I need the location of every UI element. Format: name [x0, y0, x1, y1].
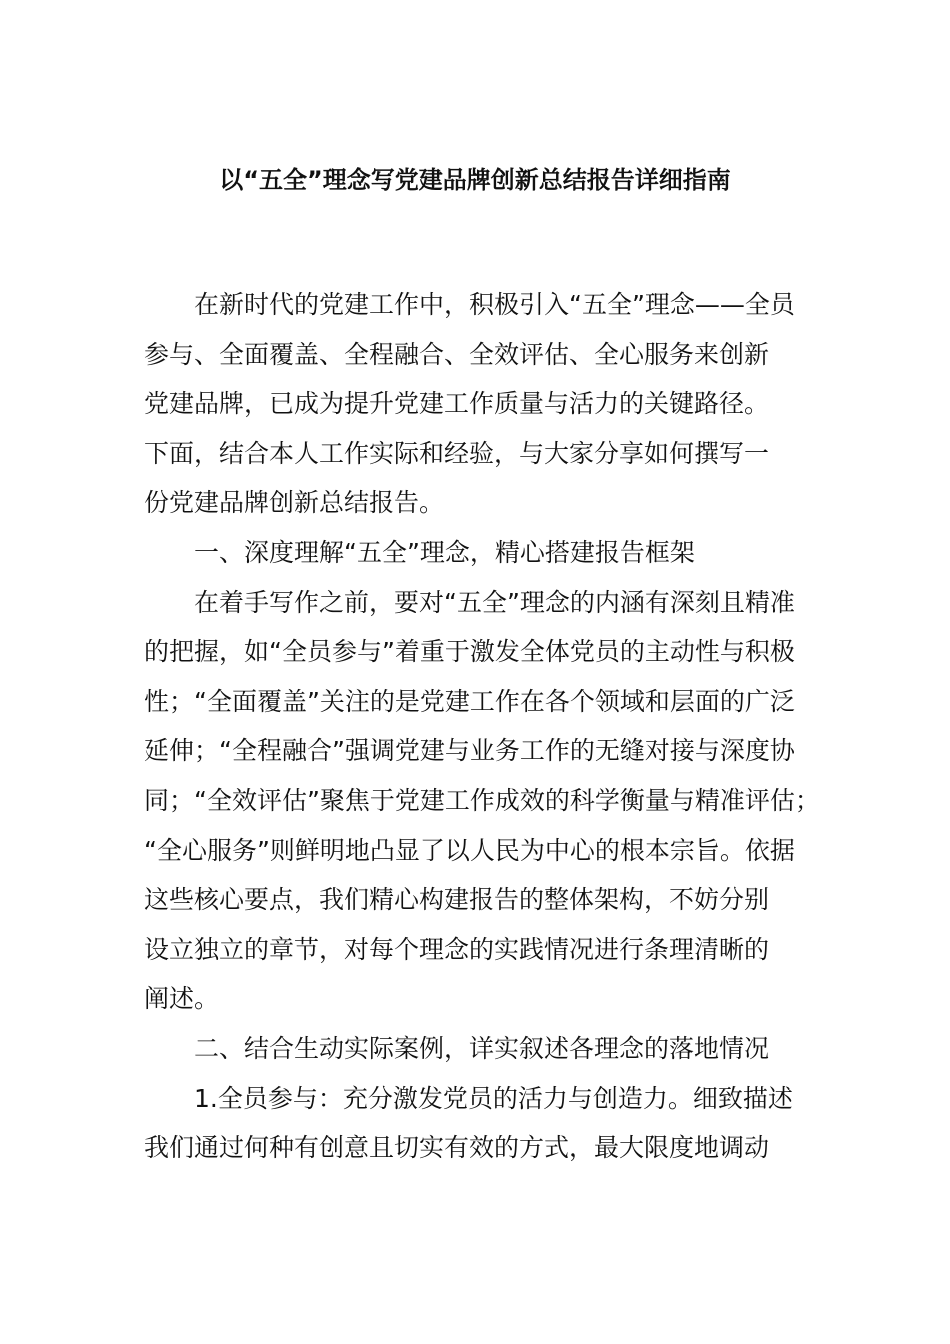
text-line: 1.全员参与：充分激发党员的活力与创造力。细致描述	[194, 1083, 793, 1113]
text-line: 同；“全效评估”聚焦于党建工作成效的科学衡量与精准评估；	[144, 785, 820, 815]
text-line: 这些核心要点，我们精心构建报告的整体架构，不妨分别	[144, 885, 770, 915]
text-line: 份党建品牌创新总结报告。	[144, 488, 445, 518]
document-body	[144, 280, 820, 1173]
document-title: 以“五全”理念写党建品牌创新总结报告详细指南	[219, 166, 731, 194]
text-line: 在着手写作之前，要对“五全”理念的内涵有深刻且精准	[194, 587, 795, 617]
text-line: 性；“全面覆盖”关注的是党建工作在各个领域和层面的广泛	[144, 686, 795, 716]
text-line: 二、结合生动实际案例，详实叙述各理念的落地情况	[194, 1033, 770, 1063]
text-line: 下面，结合本人工作实际和经验，与大家分享如何撰写一	[144, 438, 770, 468]
text-line: 在新时代的党建工作中，积极引入“五全”理念——全员	[194, 290, 795, 319]
text-line: 我们通过何种有创意且切实有效的方式，最大限度地调动	[144, 1133, 770, 1163]
text-line: 延伸；“全程融合”强调党建与业务工作的无缝对接与深度协	[144, 736, 795, 766]
text-line: 参与、全面覆盖、全程融合、全效评估、全心服务来创新	[144, 339, 770, 369]
text-line: 设立独立的章节，对每个理念的实践情况进行条理清晰的	[144, 934, 770, 964]
text-line: “全心服务”则鲜明地凸显了以人民为中心的根本宗旨。依据	[144, 835, 795, 865]
text-line: 阐述。	[144, 984, 220, 1014]
text-line: 的把握，如“全员参与”着重于激发全体党员的主动性与积极	[144, 637, 795, 667]
text-line: 党建品牌，已成为提升党建工作质量与活力的关键路径。	[144, 389, 770, 419]
text-line: 一、深度理解“五全”理念，精心搭建报告框架	[194, 537, 695, 567]
